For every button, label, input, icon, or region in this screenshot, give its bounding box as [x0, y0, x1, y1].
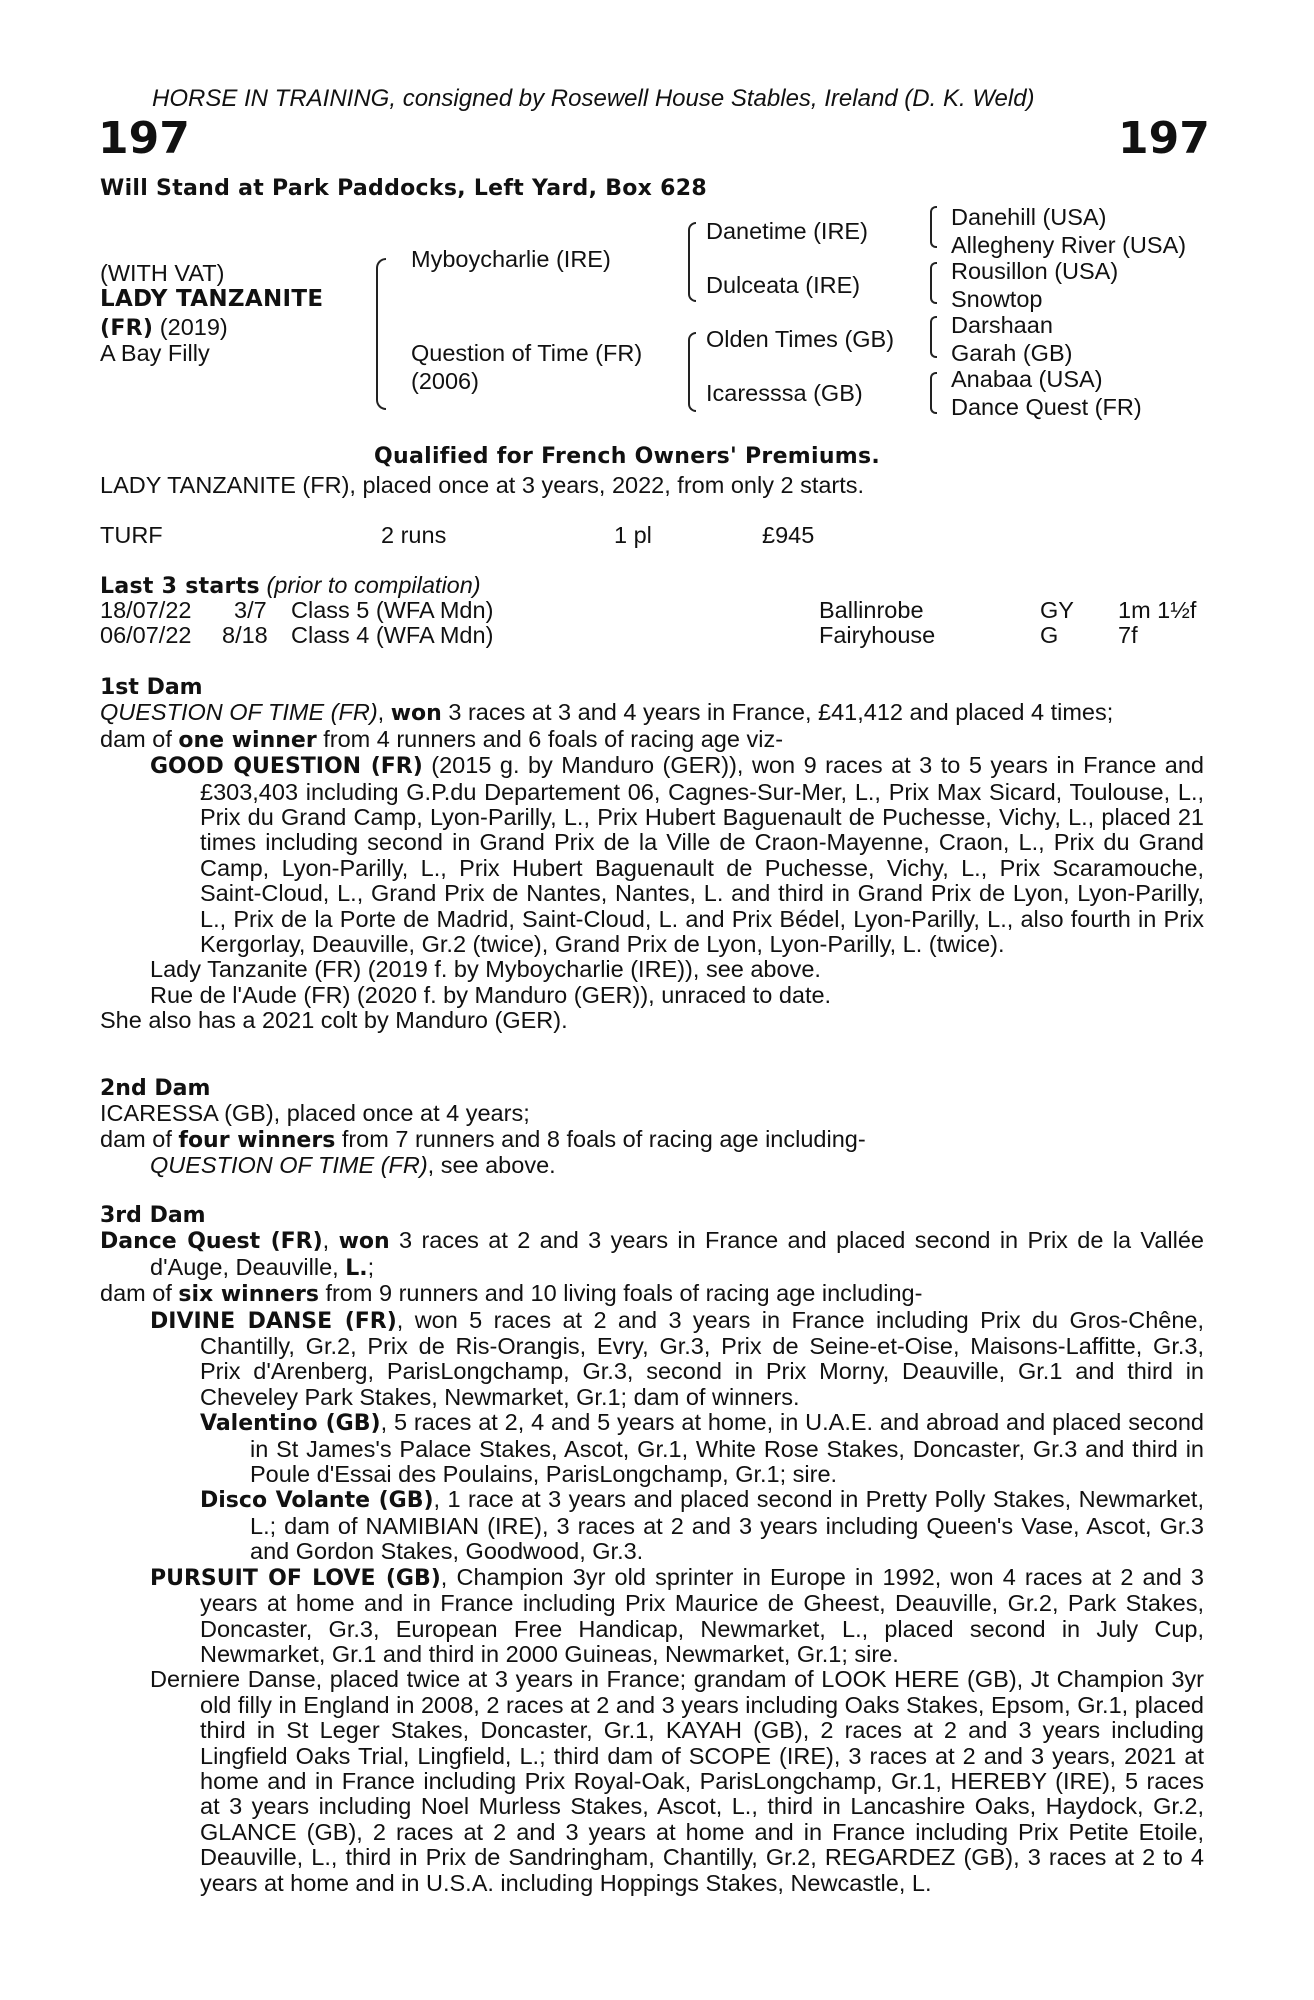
start-course: Fairyhouse: [819, 622, 936, 648]
pedigree-brace-ds: [930, 316, 937, 358]
pedigree-dam-sire: Olden Times (GB): [706, 326, 895, 352]
produce-good-question: [150, 753, 1204, 957]
horse-name: LADY TANZANITE: [100, 286, 324, 312]
produce-divine-danse: [150, 1308, 1204, 1411]
lot-number-right: 197: [1118, 113, 1210, 164]
third-dam-winners: six winners: [178, 1282, 319, 1308]
record-runs: 2 runs: [381, 522, 447, 548]
produce-rue-de-laude: Rue de l'Aude (FR) (2020 f. by Manduro (GER)), unraced to date.: [150, 981, 832, 1008]
last-starts-heading: [100, 572, 481, 600]
dance-quest-sep: ,: [322, 1227, 339, 1254]
start-race: Class 5 (WFA Mdn): [291, 597, 494, 623]
dance-quest-semicolon: ;: [367, 1253, 375, 1280]
produce-lady-tanzanite: Lady Tanzanite (FR) (2019 f. by Myboycharlie (IRE)), see above.: [150, 956, 821, 983]
first-dam-heading: 1st Dam: [100, 675, 203, 700]
second-dam-winners: four winners: [178, 1127, 336, 1153]
produce-valentino: [200, 1410, 1204, 1487]
start-position: 8/18: [222, 622, 268, 648]
produce-pursuit-of-love: [150, 1565, 1204, 1668]
dance-quest-record: 3 races at 2 and 3 years in France and placed second in Prix de la Vallée d'Auge, Deauville,: [150, 1227, 1204, 1280]
last-starts-note: (prior to compilation): [259, 572, 481, 598]
third-dam-line: [100, 1228, 1204, 1281]
race-summary: LADY TANZANITE (FR), placed once at 3 years, 2022, from only 2 starts.: [100, 472, 865, 498]
dance-quest-listed: L.: [345, 1255, 368, 1281]
pedigree-sire-dam: Dulceata (IRE): [706, 272, 861, 298]
pedigree-dam-dam: Icaresssa (GB): [706, 380, 863, 406]
second-dam-line: ICARESSA (GB), placed once at 4 years;: [100, 1100, 530, 1127]
horse-country: (FR): [100, 316, 154, 341]
valentino-name: Valentino (GB): [200, 1411, 381, 1437]
record-placings: 1 pl: [614, 522, 652, 548]
second-dam-section: [100, 1076, 1204, 1179]
first-dam-sep: ,: [377, 699, 391, 726]
pedigree-ds-sire: Darshaan: [951, 312, 1053, 338]
pursuit-of-love-name: PURSUIT OF LOVE (GB): [150, 1565, 441, 1591]
third-dam-produce-line: [100, 1281, 1204, 1307]
second-dam-produce-c: from 7 runners and 8 foals of racing age including-: [335, 1125, 866, 1152]
pedigree-brace-dam: [688, 332, 696, 412]
disco-volante-record: , 1 race at 3 years and placed second in Pretty Polly Stakes, Newmarket, L.; dam of NAMIBIAN (IRE), 3 races at 2 and 3 years including Queen's Vase, Ascot, Gr.3 and Gordon Stakes, Goodwood, Gr.3.: [250, 1486, 1204, 1565]
dance-quest-name: Dance Quest (FR): [100, 1229, 323, 1255]
pedigree-sd-sire: Rousillon (USA): [951, 258, 1119, 284]
pedigree-ss-sire: Danehill (USA): [951, 204, 1107, 230]
produce-derniere-danse: Derniere Danse, placed twice at 3 years in France; grandam of LOOK HERE (GB), Jt Champion 3yr old filly in England in 2008, 2 races at 2 and 3 years including Oaks Stakes, Epsom, Gr.1, placed third in St Leger Stakes, Doncaster, Gr.1, KAYAH (GB), 2 races at 2 and 3 years including Lingfield Oaks Trial, Lingfield, L.; third dam of SCOPE (IRE), 3 races at 2 and 3 years, 2021 at home and in France including Prix Royal-Oak, ParisLongchamp, Gr.1, HEREBY (IRE), 5 races at 3 years including Noel Murless Stakes, Ascot, L., third in Lancashire Oaks, Haydock, Gr.2, GLANCE (GB), 2 races at 2 and 3 years at home and in France including Prix Petite Etoile, Deauville, L., third in Prix de Sandringham, Chantilly, Gr.2, REGARDEZ (GB), 3 races at 2 to 4 years at home and in U.S.A. including Hoppings Stakes, Newcastle, L.: [150, 1666, 1204, 1896]
third-dam-produce-c: from 9 runners and 10 living foals of racing age including-: [318, 1280, 923, 1307]
valentino-record: , 5 races at 2, 4 and 5 years at home, in U.A.E. and abroad and placed second in St James's Palace Stakes, Ascot, Gr.1, White Rose Stakes, Doncaster, Gr.3 and third in Poule d'Essai des Poulains, ParisLongchamp, Gr.1; sire.: [250, 1409, 1204, 1488]
dance-quest-won: won: [338, 1229, 390, 1255]
second-dam-produce-item: [150, 1153, 1204, 1178]
pedigree-brace-ss: [930, 206, 937, 248]
horse-year: (2019): [153, 314, 228, 340]
premiums-note: Qualified for French Owners' Premiums.: [374, 444, 881, 469]
pedigree-dam-year: (2006): [411, 368, 479, 394]
pedigree-ds-dam: Garah (GB): [951, 340, 1073, 366]
start-position: 3/7: [234, 597, 267, 623]
first-dam-section: [100, 675, 1204, 1034]
produce-colt: She also has a 2021 colt by Manduro (GER).: [100, 1007, 568, 1034]
start-course: Ballinrobe: [819, 597, 924, 623]
record-earnings: £945: [762, 522, 815, 548]
second-dam-produce-a: dam of: [100, 1125, 179, 1152]
start-going: GY: [1040, 597, 1074, 623]
third-dam-section: [100, 1203, 1204, 1896]
start-distance: 7f: [1118, 622, 1138, 648]
divine-danse-name: DIVINE DANSE (FR): [150, 1308, 397, 1334]
third-dam-heading: 3rd Dam: [100, 1203, 206, 1228]
first-dam-line: [100, 700, 1204, 726]
second-dam-produce-line: [100, 1127, 1204, 1153]
stand-location: Will Stand at Park Paddocks, Left Yard, Box 628: [100, 176, 707, 201]
first-dam-won: won: [390, 701, 442, 727]
pedigree-brace-main: [376, 258, 386, 410]
first-dam-record: 3 races at 3 and 4 years in France, £41,412 and placed 4 times;: [441, 699, 1114, 726]
start-distance: 1m 1½f: [1118, 597, 1197, 623]
pedigree-dam: Question of Time (FR): [411, 340, 643, 366]
pedigree-sd-dam: Snowtop: [951, 286, 1043, 312]
produce-disco-volante: [200, 1487, 1204, 1564]
third-dam-produce-a: dam of: [100, 1280, 179, 1307]
pursuit-of-love-record: , Champion 3yr old sprinter in Europe in 1992, won 4 races at 2 and 3 years at home and in France including Prix Maurice de Gheest, Deauville, Gr.2, Park Stakes, Doncaster, Gr.3, European Free Handicap, Newmarket, L., placed second in July Cup, Newmarket, Gr.1 and third in 2000 Guineas, Newmarket, Gr.1; sire.: [200, 1563, 1204, 1667]
first-dam-produce-a: dam of: [100, 725, 179, 752]
pedigree-brace-sd: [930, 262, 937, 304]
lot-number-left: 197: [98, 113, 190, 164]
first-dam-name: QUESTION OF TIME (FR): [100, 699, 378, 726]
record-surface: TURF: [100, 522, 163, 548]
start-date: 06/07/22: [100, 622, 192, 648]
divine-danse-record: , won 5 races at 2 and 3 years in France including Prix du Gros-Chêne, Chantilly, Gr.2, Prix de Ris-Orangis, Evry, Gr.3, Prix de Seine-et-Oise, Maisons-Laffitte, Gr.3, Prix d'Arenberg, ParisLongchamp, Gr.3, second in Prix Morny, Deauville, Gr.1 and third in Cheveley Park Stakes, Newmarket, Gr.1; dam of winners.: [200, 1306, 1204, 1410]
pedigree-ss-dam: Allegheny River (USA): [951, 232, 1187, 258]
question-of-time-see: , see above.: [427, 1152, 556, 1179]
pedigree-dd-sire: Anabaa (USA): [951, 366, 1103, 392]
consignment-line: HORSE IN TRAINING, consigned by Rosewell House Stables, Ireland (D. K. Weld): [152, 85, 1035, 112]
good-question-name: GOOD QUESTION (FR): [150, 754, 423, 780]
first-dam-winners: one winner: [178, 727, 317, 753]
second-dam-heading: 2nd Dam: [100, 1076, 211, 1101]
start-date: 18/07/22: [100, 597, 192, 623]
horse-description: A Bay Filly: [100, 340, 210, 366]
first-dam-produce-c: from 4 runners and 6 foals of racing age viz-: [316, 725, 784, 752]
vat-note: (WITH VAT): [100, 260, 225, 286]
pedigree-brace-sire: [688, 222, 696, 302]
pedigree-brace-dd: [930, 372, 937, 414]
good-question-record: (2015 g. by Manduro (GER)), won 9 races at 3 to 5 years in France and £303,403 including G.P.du Departement 06, Cagnes-Sur-Mer, L., Prix Max Sicard, Toulouse, L., Prix du Grand Camp, Lyon-Parilly, L., Prix Hubert Baguenault de Puchesse, Vichy, L., placed 21 times including second in Grand Prix de la Ville de Craon-Mayenne, Craon, L., Prix du Grand Camp, Lyon-Parilly, L., Prix Hubert Baguenault de Puchesse, Vichy, L., Prix Scaramouche, Saint-Cloud, L., Grand Prix de Nantes, Nantes, L. and third in Grand Prix de Lyon, Lyon-Parilly, L., Prix de la Porte de Madrid, Saint-Cloud, L. and Prix Bédel, Lyon-Parilly, L., also fourth in Prix Kergorlay, Deauville, Gr.2 (twice), Grand Prix de Lyon, Lyon-Parilly, L. (twice).: [200, 752, 1204, 958]
pedigree-sire: Myboycharlie (IRE): [411, 246, 611, 272]
start-going: G: [1040, 622, 1059, 648]
disco-volante-name: Disco Volante (GB): [200, 1488, 434, 1514]
question-of-time-ref: QUESTION OF TIME (FR): [150, 1152, 428, 1179]
pedigree-sire-sire: Danetime (IRE): [706, 218, 868, 244]
first-dam-produce-line: [100, 727, 1204, 753]
pedigree-dd-dam: Dance Quest (FR): [951, 394, 1142, 420]
last-starts-title: Last 3 starts: [100, 574, 260, 599]
start-race: Class 4 (WFA Mdn): [291, 622, 494, 648]
horse-foaled: [100, 314, 228, 342]
